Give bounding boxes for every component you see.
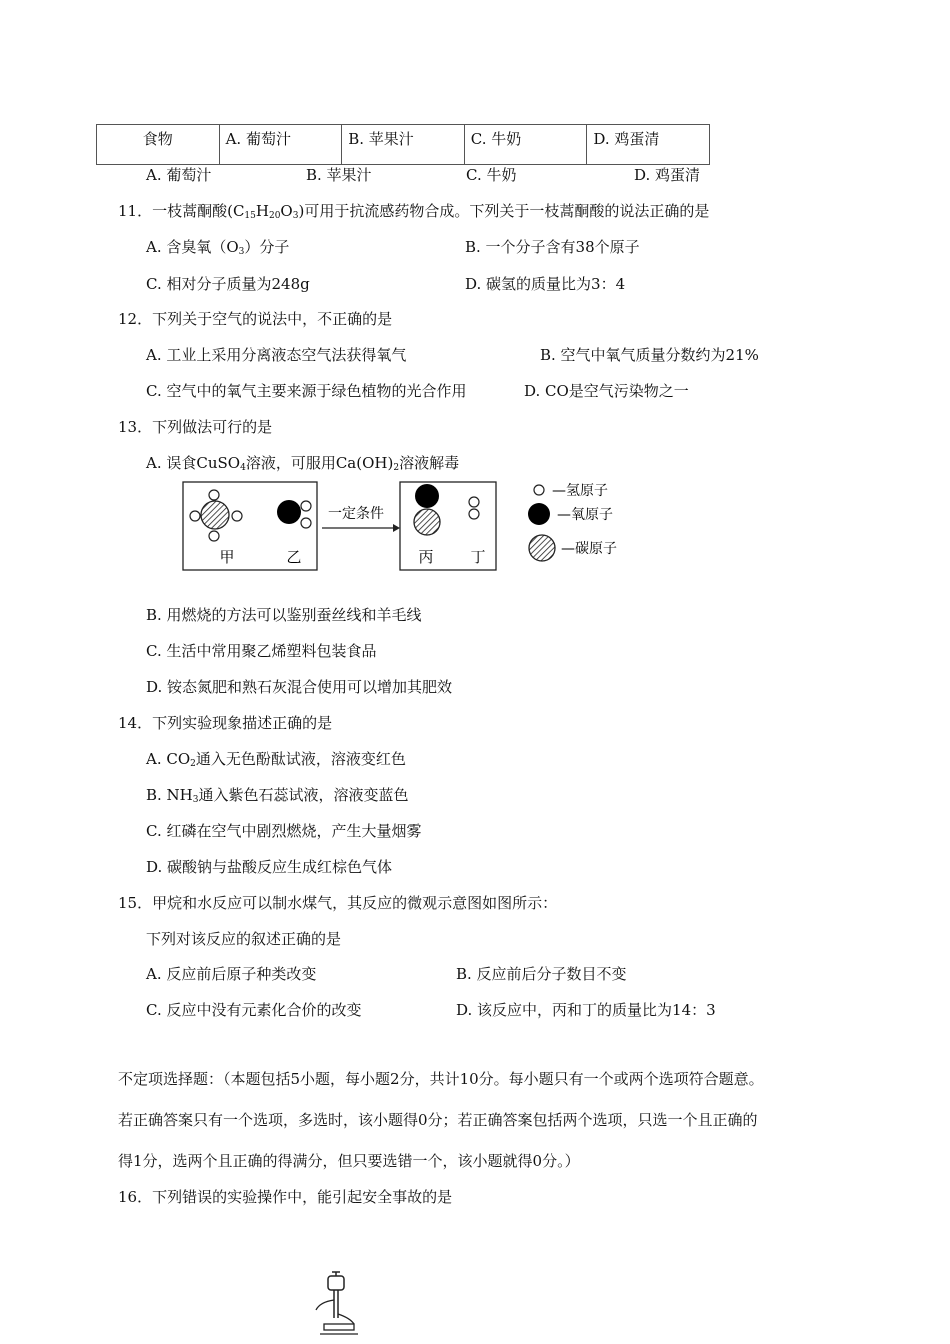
- q13-stem: 13．下列做法可行的是: [118, 418, 273, 436]
- q11-option-a-sub: 3: [238, 247, 245, 257]
- q13-option-a-text: A. 误食CuSO: [146, 454, 241, 472]
- table-row: [97, 125, 710, 165]
- q10-option-d: D. 鸡蛋清: [634, 166, 701, 184]
- q14-option-a-sub: 2: [190, 759, 196, 769]
- h2-molecule: [469, 497, 479, 519]
- q11-formula-sub: 15: [244, 211, 256, 221]
- section-instruction-line2: 若正确答案只有一个选项，多选时，该小题得0分；若正确答案包括两个选项，只选一个且正确的: [118, 1111, 758, 1129]
- q14-option-a-text: A. CO: [146, 750, 191, 768]
- q15-stem: 15．甲烷和水反应可以制水煤气，其反应的微观示意图如图所示：: [118, 894, 558, 912]
- q11-option-a-post: ）分子: [244, 238, 290, 256]
- q10-option-c: C. 牛奶: [466, 166, 517, 184]
- q11-option-a-text: A. 含臭氧（O: [146, 238, 239, 256]
- water-molecule: [277, 500, 311, 528]
- reaction-arrow-head: [393, 524, 400, 532]
- q12-stem: 12．下列关于空气的说法中，不正确的是: [118, 310, 393, 328]
- table-cell: 食物: [97, 125, 220, 165]
- legend-carbon-label: —碳原子: [561, 541, 617, 557]
- lab-apparatus-image: [310, 1270, 370, 1340]
- q13-option-a-sub: 4: [240, 463, 246, 473]
- reaction-condition: 一定条件: [328, 506, 384, 522]
- q14-option-a-post: 通入无色酚酞试液，溶液变红色: [195, 750, 406, 768]
- q10-option-a: A. 葡萄汁: [146, 166, 212, 184]
- q13-option-a-sub: 2: [393, 463, 400, 473]
- q11-stem: [118, 201, 709, 221]
- q12-option-d: D. CO是空气污染物之一: [524, 382, 689, 400]
- q11-formula-sub: 3: [292, 211, 299, 221]
- section-instruction-line1: 不定项选择题：（本题包括5小题，每小题2分，共计10分。每小题只有一个或两个选项符合题意。: [118, 1070, 764, 1088]
- q16-stem: 16．下列错误的实验操作中，能引起安全事故的是: [118, 1188, 453, 1206]
- q12-option-b: B. 空气中氧气质量分数约为21%: [540, 346, 759, 364]
- q13-option-a: [146, 453, 459, 473]
- q14-option-d: D. 碳酸钠与盐酸反应生成红棕色气体: [146, 858, 393, 876]
- q14-option-c: C. 红磷在空气中剧烈燃烧，产生大量烟雾: [146, 822, 422, 840]
- legend-oxygen-label: —氧原子: [557, 507, 613, 523]
- table-cell: A. 葡萄汁: [219, 125, 342, 165]
- label-ding: 丁: [470, 549, 486, 566]
- q14-option-a: [146, 749, 406, 769]
- food-table: [96, 124, 710, 165]
- legend-hydrogen-icon: [534, 485, 544, 495]
- q11-option-d: D. 碳氢的质量比为3：4: [465, 275, 626, 293]
- q11-option-b: B. 一个分子含有38个原子: [465, 238, 640, 256]
- q13-option-b: B. 用燃烧的方法可以鉴别蚕丝线和羊毛线: [146, 606, 422, 624]
- table-cell: C. 牛奶: [464, 125, 587, 165]
- q13-option-d: D. 铵态氮肥和熟石灰混合使用可以增加其肥效: [146, 678, 453, 696]
- q14-stem: 14．下列实验现象描述正确的是: [118, 714, 333, 732]
- q15-option-a: A. 反应前后原子种类改变: [146, 965, 317, 983]
- q14-option-b-text: B. NH: [146, 786, 193, 804]
- q15-option-c: C. 反应中没有元素化合价的改变: [146, 1001, 362, 1019]
- q15-option-b: B. 反应前后分子数目不变: [456, 965, 627, 983]
- q11-stem-post: )可用于抗流感药物合成。下列关于一枝蒿酮酸的说法正确的是: [298, 202, 710, 220]
- legend-oxygen-icon: [528, 503, 550, 525]
- q14-option-b-post: 通入紫色石蕊试液，溶液变蓝色: [198, 786, 409, 804]
- methane-molecule: [190, 490, 242, 541]
- label-bing: 丙: [418, 549, 434, 566]
- q14-option-b: [146, 785, 409, 805]
- legend-carbon-icon: [529, 535, 555, 561]
- q11-option-c: C. 相对分子质量为248g: [146, 275, 310, 293]
- q13-option-a-post: 溶液解毒: [399, 454, 460, 472]
- table-cell: B. 苹果汁: [342, 125, 465, 165]
- q12-option-a: A. 工业上采用分离液态空气法获得氧气: [146, 346, 407, 364]
- table-cell: D. 鸡蛋清: [587, 125, 710, 165]
- q11-formula-o: O: [280, 202, 293, 220]
- lab-apparatus-icon: [310, 1270, 370, 1340]
- q15-option-d: D. 该反应中，丙和丁的质量比为14：3: [456, 1001, 716, 1019]
- q14-option-b-sub: 3: [192, 795, 199, 805]
- q11-stem-pre: 11．一枝蒿酮酸(C: [118, 202, 245, 220]
- reaction-diagram-svg: [182, 478, 642, 578]
- q13-option-c: C. 生活中常用聚乙烯塑料包装食品: [146, 642, 377, 660]
- q13-option-a-mid: 溶液，可服用Ca(OH): [245, 454, 394, 472]
- q15-stem2: 下列对该反应的叙述正确的是: [146, 930, 342, 948]
- label-jia: 甲: [219, 549, 235, 566]
- co-molecule: [414, 484, 440, 535]
- q11-formula-sub: 20: [268, 211, 281, 221]
- legend-hydrogen-label: —氢原子: [552, 483, 608, 499]
- q11-formula-h: H: [255, 202, 269, 220]
- section-instruction-line3: 得1分，选两个且正确的得满分，但只要选错一个，该小题就得0分。）: [118, 1152, 580, 1170]
- reaction-diagram: [182, 478, 642, 578]
- q11-option-a: [146, 237, 289, 257]
- label-yi: 乙: [286, 549, 302, 566]
- q12-option-c: C. 空气中的氧气主要来源于绿色植物的光合作用: [146, 382, 467, 400]
- q10-option-b: B. 苹果汁: [306, 166, 372, 184]
